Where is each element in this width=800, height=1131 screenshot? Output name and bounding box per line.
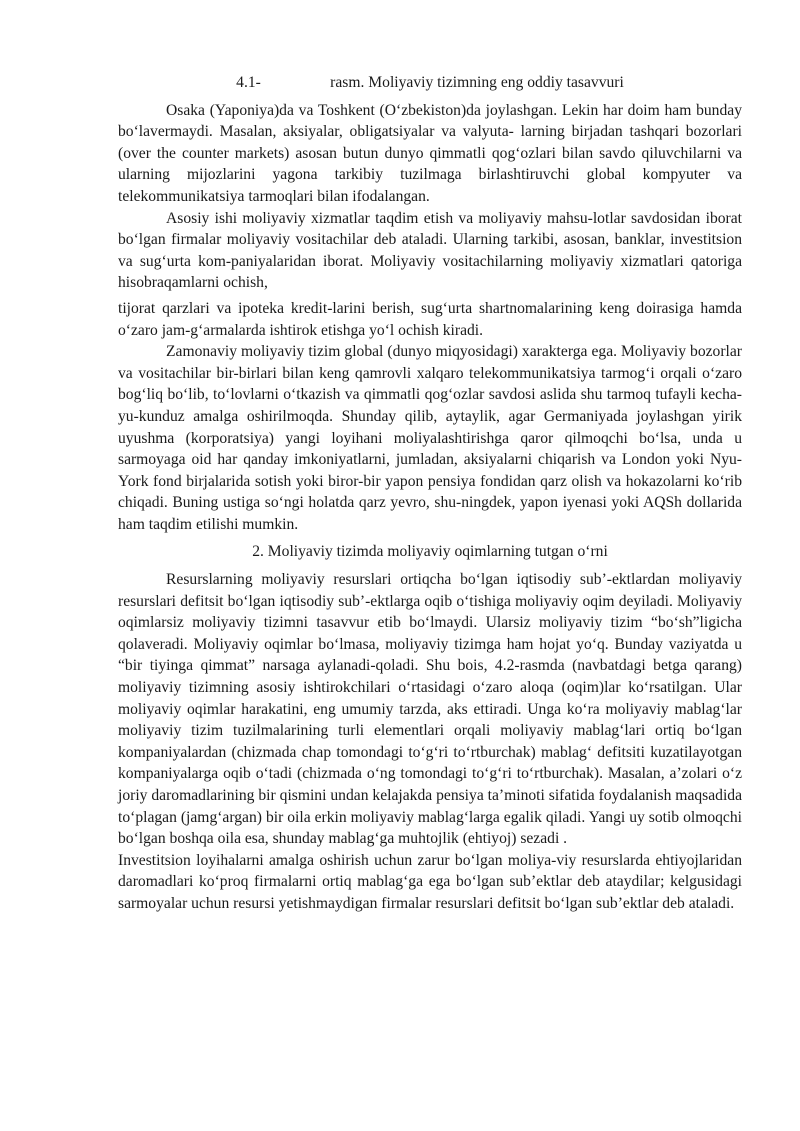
figure-caption <box>118 72 742 94</box>
figure-number: 4.1- <box>236 74 261 91</box>
section-heading: 2. Moliyaviy tizimda moliyaviy oqimlarning tutgan o‘rni <box>252 543 608 561</box>
document-page <box>118 72 742 915</box>
paragraph-1: Osaka (Yaponiya)da va Toshkent (O‘zbekiston)da joylashgan. Lekin har doim ham bunday bo‘lavermaydi. Masalan, aksiyalar, obligatsiyalar va valyuta- larning birjadan tashqari bozorlari (over the counter markets) asosan butun dunyo qimmatli qog‘ozlari bilan savdo qiluvchilarni va ularning mijozlarini yagona tarkibiy tuzilmaga birlashtiruvchi global kompyuter va telekommunikatsiya tarmoqlari bilan ifodalangan. <box>118 101 742 205</box>
figure-caption-text: rasm. Moliyaviy tizimning eng oddiy tasavvuri <box>330 74 624 91</box>
paragraph-2-part-2: tijorat qarzlari va ipoteka kredit-larini berish, sug‘urta shartnomalarining keng doirasiga hamda o‘zaro jam-g‘armalarda ishtirok etishga yo‘l ochish kiradi. <box>118 299 742 339</box>
paragraph-3: Zamonaviy moliyaviy tizim global (dunyo miqyosidagi) xarakterga ega. Moliyaviy bozorlar va vositachilar bir-birlari bilan keng qamrovli xalqaro telekommunikatsiya tarmog‘i orqali o‘zaro bog‘liq bo‘lib, to‘lovlarni o‘tkazish va qimmatli qog‘ozlar savdosi aslida shu tarmoq tufayli kecha-yu-kunduz amalga oshirilmoqda. Shunday qilib, aytaylik, agar Germaniyada joylashgan yirik uyushma (korporatsiya) yangi loyihani moliyalashtirishga qaror qilmoqchi bo‘lsa, unda u sarmoyaga oid har qanday imkoniyatlarni, jumladan, aksiyalarni chiqarish va London yoki Nyu-York fond birjalarida sotish yoki biror-bir yapon pensiya fondidan qarz olish va hokazolarni ko‘rib chiqadi. Buning ustiga so‘ngi holatda qarz yevro, shu-ningdek, yapon iyenasi yoki AQSh dollarida ham taqdim etilishi mumkin. <box>118 343 742 533</box>
paragraph-2-part-1: Asosiy ishi moliyaviy xizmatlar taqdim etish va moliyaviy mahsu-lotlar savdosidan iborat bo‘lgan firmalar moliyaviy vositachilar deb ataladi. Ularning tarkibi, asosan, banklar, investitsion va sug‘urta kom-paniyalaridan iborat. Moliyaviy vositachilarning moliyaviy xizmatlari qatoriga hisobraqamlarni ochish, <box>118 209 742 292</box>
paragraph-4: Resurslarning moliyaviy resurslari ortiqcha bo‘lgan iqtisodiy sub’-ektlardan moliyaviy resurslari defitsit bo‘lgan iqtisodiy sub’-ektlarga oqib o‘tishiga moliyaviy oqim deyiladi. Moliyaviy oqimlarsiz moliyaviy tizimni tasavvur etib bo‘lmaydi. Ularsiz moliyaviy tizim “bo‘sh”ligicha qolaveradi. Moliyaviy oqimlar bo‘lmasa, moliyaviy tizimga ham hojat yo‘q. Bunday vaziyatda u “bir tiyinga qimmat” narsaga aylanadi-qoladi. Shu bois, 4.2-rasmda (navbatdagi betga qarang) moliyaviy tizimning asosiy ishtirokchilari o‘rtasidagi o‘zaro aloqa (oqim)lar ko‘rsatilgan. Ular moliyaviy oqimlar harakatini, eng umumiy tarzda, aks ettiradi. Unga ko‘ra moliyaviy mablag‘lar moliyaviy tizim tuzilmalarining turli elementlari orqali moliyaviy mablag‘lari ortiq bo‘lgan kompaniyalardan (chizmada chap tomondagi to‘g‘ri to‘rtburchak) mablag‘ defitsiti kuzatilayotgan kompaniyalarga oqib o‘tadi (chizmada o‘ng tomondagi to‘g‘ri to‘rtburchak). Masalan, a’zolari o‘z joriy daromadlarining bir qismini undan kelajakda pensiya ta’minoti sifatida foydalanish maqsadida to‘plagan (jamg‘argan) bir oila erkin moliyaviy mablag‘larga egalik qiladi. Yangi uy sotib olmoqchi bo‘lgan boshqa oila esa, shunday mablag‘ga muhtojlik (ehtiyoj) sezadi . <box>118 571 742 848</box>
paragraph-5: Investitsion loyihalarni amalga oshirish uchun zarur bo‘lgan moliya-viy resurslarda ehtiyojlaridan daromadlari ko‘proq firmalarni ortiq mablag‘ga ega bo‘lgan sub’ektlar deb ataydilar; kelgusidagi sarmoyalar uchun resursi yetishmaydigan firmalar resurslari defitsit bo‘lgan sub’ektlar deb ataladi. <box>118 851 742 912</box>
